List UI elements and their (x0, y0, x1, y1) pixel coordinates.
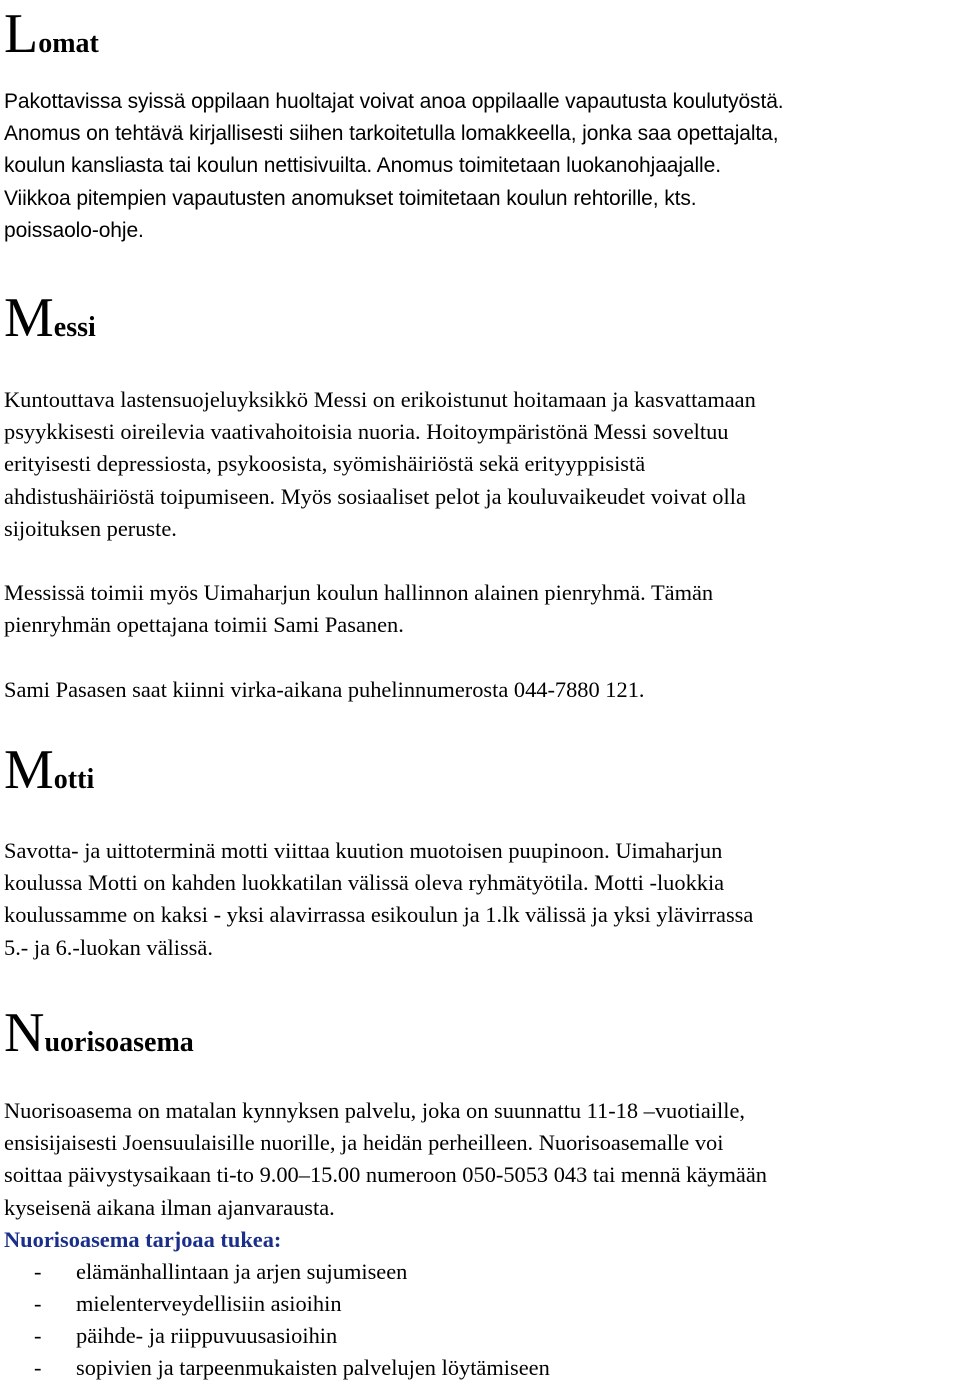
support-list (4, 1256, 550, 1384)
text-line: kyseisenä aikana ilman ajanvarausta. (4, 1194, 335, 1220)
text-line: sijoituksen peruste. (4, 515, 177, 541)
list-item (4, 1256, 550, 1288)
text-line: koulussa Motti on kahden luokkatilan välissä oleva ryhmätyötila. Motti -luokkia (4, 870, 725, 896)
list-item (4, 1288, 550, 1320)
heading-rest: otti (53, 764, 95, 795)
paragraph-messi-contact (4, 674, 956, 706)
text-line: Kuntouttava lastensuojeluyksikkö Messi on erikoistunut hoitamaan ja kasvattamaan (4, 387, 756, 412)
paragraph-lomat (4, 86, 956, 247)
text-line: Anomus on tehtävä kirjallisesti siihen tarkoitetulla lomakkeella, jonka saa opettajalta, (4, 122, 779, 146)
list-dash: - (34, 1355, 42, 1380)
list-item-text: sopivien ja tarpeenmukaisten palvelujen löytämiseen (76, 1355, 550, 1380)
text-line: erityisesti depressiosta, psykoosista, syömishäiriöstä sekä erityyppisistä (4, 451, 646, 477)
heading-rest: uorisoasema (44, 1027, 194, 1058)
heading-rest: essi (53, 312, 96, 343)
text-line: soittaa päivystysaikaan ti-to 9.00–15.00 numeroon 050-5053 043 tai mennä käymään (4, 1162, 767, 1188)
heading-motti (4, 739, 95, 801)
text-line: koulussamme on kaksi - yksi alavirrassa esikoulun ja 1.lk välissä ja yksi ylävirrassa (4, 902, 754, 928)
text-line: ensisijaisesti Joensuulaisille nuorille, ja heidän perheilleen. Nuorisoasemalle voi (4, 1130, 724, 1156)
heading-initial: L (4, 3, 39, 65)
text-line: psyykkisesti oireilevia vaativahoitoisia nuoria. Hoitoympäristönä Messi soveltuu (4, 419, 729, 445)
heading-lomat (4, 3, 99, 65)
text-line: Messissä toimii myös Uimaharjun koulun hallinnon alainen pienryhmä. Tämän (4, 580, 714, 605)
list-item-text: päihde- ja riippuvuusasioihin (76, 1323, 338, 1348)
text-line: 5.- ja 6.-luokan välissä. (4, 934, 213, 960)
list-item-text: elämänhallintaan ja arjen sujumiseen (76, 1259, 408, 1284)
list-item-text: mielenterveydellisiin asioihin (76, 1291, 342, 1316)
text-line: Pakottavissa syissä oppilaan huoltajat voivat anoa oppilaalle vapautusta koulutyöstä. (4, 90, 784, 113)
text-line: poissaolo-ohje. (4, 218, 144, 242)
list-item (4, 1320, 550, 1352)
paragraph-nuorisoasema (4, 1095, 956, 1224)
heading-initial: M (4, 739, 54, 801)
list-dash: - (34, 1291, 42, 1316)
heading-rest: omat (38, 28, 99, 59)
text-line: Nuorisoasema on matalan kynnyksen palvelu, joka on suunnattu 11-18 –vuotiaille, (4, 1098, 746, 1123)
text-line: pienryhmän opettajana toimii Sami Pasanen. (4, 612, 404, 638)
heading-initial: N (4, 1002, 45, 1064)
text-line: Viikkoa pitempien vapautusten anomukset toimitetaan koulun rehtorille, kts. (4, 186, 697, 210)
heading-messi (4, 287, 96, 349)
paragraph-messi-description (4, 384, 956, 545)
heading-nuorisoasema (4, 1002, 194, 1064)
text-line: Savotta- ja uittoterminä motti viittaa kuution muotoisen puupinoon. Uimaharjun (4, 838, 723, 863)
heading-initial: M (4, 287, 54, 349)
support-label: Nuorisoasema tarjoaa tukea: (4, 1227, 282, 1252)
paragraph-motti (4, 835, 956, 964)
text-line: Sami Pasasen saat kiinni virka-aikana puhelinnumerosta 044-7880 121. (4, 677, 645, 702)
text-line: koulun kansliasta tai koulun nettisivuilta. Anomus toimitetaan luokanohjaajalle. (4, 154, 721, 178)
text-line: ahdistushäiriöstä toipumiseen. Myös sosiaaliset pelot ja kouluvaikeudet voivat olla (4, 483, 746, 509)
paragraph-messi-group (4, 577, 956, 641)
list-dash: - (34, 1323, 42, 1348)
list-dash: - (34, 1259, 42, 1284)
list-item (4, 1352, 550, 1384)
